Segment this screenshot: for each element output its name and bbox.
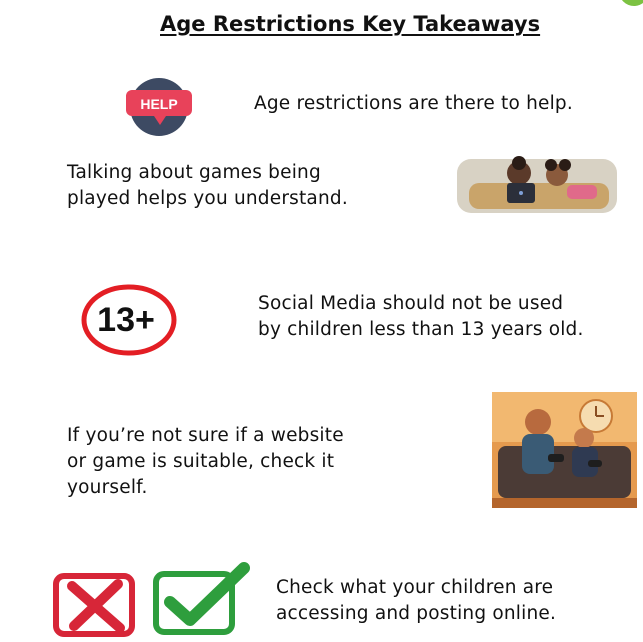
takeaway-2-text bbox=[67, 160, 348, 212]
red-cross-icon bbox=[50, 568, 140, 638]
family-talking-illustration bbox=[457, 153, 617, 217]
takeaway-2-line-2: played helps you understand. bbox=[67, 188, 348, 209]
takeaway-3-line-1: Social Media should not be used bbox=[258, 293, 564, 314]
takeaway-4-line-1: If you’re not sure if a website bbox=[67, 425, 344, 446]
takeaway-4-line-3: yourself. bbox=[67, 477, 148, 498]
help-speech-bubble-icon bbox=[120, 78, 198, 136]
takeaway-5-text bbox=[276, 575, 556, 627]
green-check-icon bbox=[152, 562, 252, 638]
age-badge-label: 13+ bbox=[97, 301, 155, 339]
corner-leaf-decoration bbox=[619, 0, 643, 6]
takeaway-4-text bbox=[67, 423, 344, 501]
takeaway-2-line-1: Talking about games being bbox=[67, 162, 321, 183]
takeaway-5-line-1: Check what your children are bbox=[276, 577, 554, 598]
takeaway-3-text bbox=[258, 291, 584, 343]
page-title: Age Restrictions Key Takeaways bbox=[160, 12, 541, 36]
parent-child-gaming-illustration bbox=[492, 392, 637, 508]
takeaway-5-line-2: accessing and posting online. bbox=[276, 603, 557, 624]
age-13-plus-badge-icon bbox=[80, 284, 178, 356]
takeaway-1-text bbox=[254, 91, 573, 117]
takeaway-1-line-1: Age restrictions are there to help. bbox=[254, 93, 573, 114]
takeaway-3-line-2: by children less than 13 years old. bbox=[258, 319, 584, 340]
takeaway-4-line-2: or game is suitable, check it bbox=[67, 451, 335, 472]
help-icon-label: HELP bbox=[140, 96, 178, 112]
